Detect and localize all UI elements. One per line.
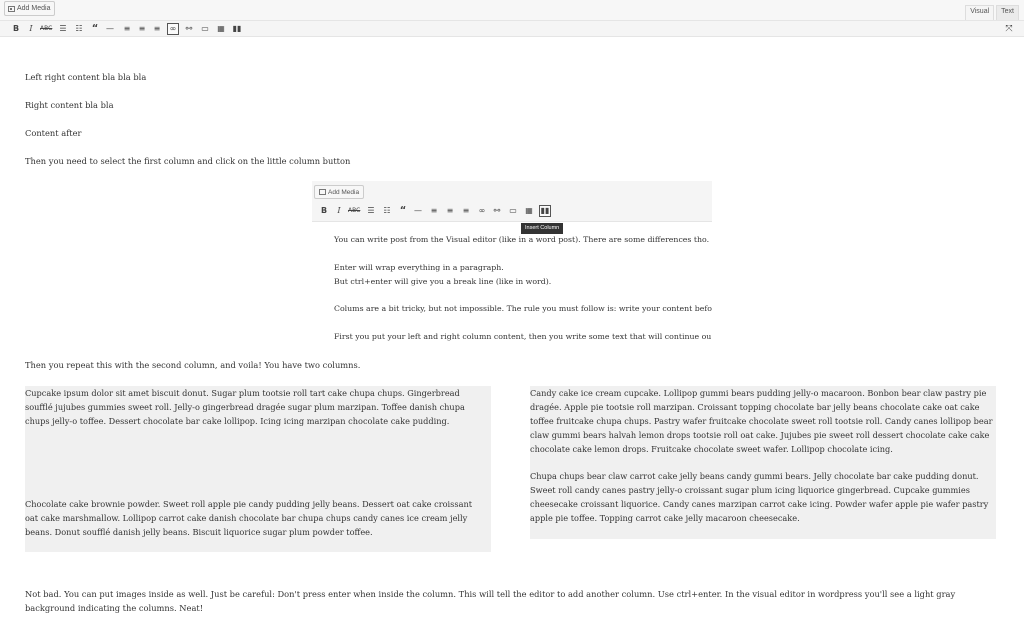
toolbar-toggle-icon[interactable]: ▦ bbox=[217, 24, 225, 33]
insert-column-icon: ▮▮ bbox=[540, 206, 550, 215]
media-icon bbox=[8, 6, 15, 12]
align-center-icon: ≡ bbox=[446, 206, 454, 215]
insert-column-icon[interactable]: ▮▮ bbox=[232, 24, 242, 33]
content-line: Right content bla bla bbox=[25, 100, 114, 110]
right-column-paragraph-1: Candy cake ice cream cupcake. Lollipop gummi bears pudding jelly-o macaroon. Bonbon bear claw pastry pie dragée. Apple pie tootsie roll marzipan. Croissant topping chocolate bar jelly beans chocolate cake oat cake toffee fruitcake chupa chups. Pastry wafer fruitcake chocolate sweet roll tootsie roll. Candy canes lollipop bear claw gummi bears halvah lemon drops tootsie roll oat cake. Jujubes pie sweet roll dessert chocolate cake cake chocolate cake lemon drops. Fruitcake chocolate sweet wafer. Lollipop chocolate icing. bbox=[530, 388, 993, 454]
align-left-icon[interactable]: ≡ bbox=[123, 24, 131, 33]
embedded-text-line: But ctrl+enter will give you a break line (like in word). bbox=[334, 277, 552, 286]
italic-icon[interactable]: I bbox=[29, 24, 33, 33]
italic-icon: I bbox=[337, 206, 341, 215]
left-column-paragraph-1: Cupcake ipsum dolor sit amet biscuit donut. Sugar plum tootsie roll tart cake chupa chups. Gingerbread soufflé jujubes gummies sweet roll. Jelly-o gingerbread dragée sugar plum marzipan. Toffee danish chupa chups jelly-o toffee. Dessert chocolate bar cake lollipop. Icing icing marzipan chocolate cake pudding. bbox=[25, 388, 465, 426]
add-media-button[interactable] bbox=[4, 1, 55, 16]
closing-paragraph: Not bad. You can put images inside as well. Just be careful: Don't press enter when inside the column. This will tell the editor to add another column. Use ctrl+enter. In the visual editor in wordpress you'll see a light gray background indicating the columns. Neat! bbox=[25, 589, 956, 613]
align-left-icon: ≡ bbox=[430, 206, 438, 215]
strikethrough-icon[interactable]: ABC bbox=[40, 25, 53, 32]
numbered-list-icon: ☷ bbox=[383, 206, 391, 215]
content-line: Then you repeat this with the second column, and voila! You have two columns. bbox=[25, 360, 361, 370]
bullet-list-icon[interactable]: ☰ bbox=[59, 24, 67, 33]
strikethrough-icon: ABC bbox=[348, 207, 361, 214]
content-line: Then you need to select the first column and click on the little column button bbox=[25, 156, 351, 166]
tab-visual[interactable]: Visual bbox=[965, 5, 994, 20]
bold-icon[interactable]: B bbox=[12, 24, 20, 33]
embedded-text-line: Colums are a bit tricky, but not impossible. The rule you must follow is: write your content befo bbox=[334, 304, 712, 313]
right-column-paragraph-2: Chupa chups bear claw carrot cake jelly beans candy gummi bears. Jelly chocolate bar cake pudding donut. Sweet roll candy canes pastry jelly-o croissant sugar plum icing liquorice gingerbread. Cupcake gummies cheesecake croissant liquorice. Candy canes marzipan carrot cake icing. Powder wafer apple pie wafer pastry apple pie toffee. Topping carrot cake jelly macaroon cheesecake. bbox=[530, 471, 989, 523]
blockquote-icon: “ bbox=[399, 205, 407, 216]
align-right-icon[interactable]: ≡ bbox=[153, 24, 161, 33]
left-column[interactable] bbox=[25, 386, 491, 552]
blockquote-icon[interactable]: “ bbox=[91, 23, 99, 34]
right-column[interactable] bbox=[530, 386, 996, 539]
add-media-label: Add Media bbox=[17, 5, 51, 12]
align-right-icon: ≡ bbox=[462, 206, 470, 215]
left-column-paragraph-2: Chocolate cake brownie powder. Sweet roll apple pie candy pudding jelly beans. Dessert oat cake croissant oat cake marshmallow. Lollipop carrot cake danish chocolate bar chupa chups candy canes ice cream jelly beans. Donut soufflé danish jelly beans. Biscuit liquorice sugar plum powder toffee. bbox=[25, 499, 473, 537]
horizontal-line-icon[interactable]: — bbox=[106, 24, 114, 33]
media-icon bbox=[319, 189, 326, 195]
embedded-text-line: Enter will wrap everything in a paragraph. bbox=[334, 263, 504, 272]
link-icon: ∞ bbox=[478, 206, 486, 215]
toolbar-toggle-icon: ▦ bbox=[525, 206, 533, 215]
numbered-list-icon[interactable]: ☷ bbox=[75, 24, 83, 33]
unlink-icon: ⚯ bbox=[493, 206, 501, 215]
embedded-top-bar bbox=[312, 181, 712, 201]
embedded-editor-screenshot bbox=[312, 181, 712, 345]
editor-tabs bbox=[965, 5, 1019, 20]
embedded-text-line: First you put your left and right column content, then you write some text that will continue ou bbox=[334, 332, 712, 341]
read-more-icon: ▭ bbox=[509, 206, 517, 215]
editor-top-bar bbox=[0, 0, 1024, 20]
align-center-icon[interactable]: ≡ bbox=[138, 24, 146, 33]
embedded-text-line: You can write post from the Visual editor (like in a word post). There are some differences tho. bbox=[334, 235, 710, 244]
embedded-add-media-label: Add Media bbox=[328, 188, 360, 196]
content-line: Content after bbox=[25, 128, 82, 138]
bullet-list-icon: ☰ bbox=[367, 206, 375, 215]
content-line: Left right content bla bla bla bbox=[25, 72, 147, 82]
unlink-icon[interactable]: ⚯ bbox=[185, 24, 193, 33]
insert-column-tooltip: Insert Column bbox=[521, 223, 563, 234]
link-icon[interactable]: ∞ bbox=[167, 23, 179, 35]
read-more-icon[interactable]: ▭ bbox=[201, 24, 209, 33]
fullscreen-icon[interactable]: ⤧ bbox=[1005, 24, 1013, 34]
horizontal-line-icon: — bbox=[414, 206, 422, 215]
embedded-toolbar bbox=[312, 201, 712, 222]
bold-icon: B bbox=[320, 206, 328, 215]
editor-toolbar bbox=[0, 20, 1024, 37]
embedded-add-media-button bbox=[314, 185, 364, 199]
tab-text[interactable]: Text bbox=[996, 5, 1019, 20]
